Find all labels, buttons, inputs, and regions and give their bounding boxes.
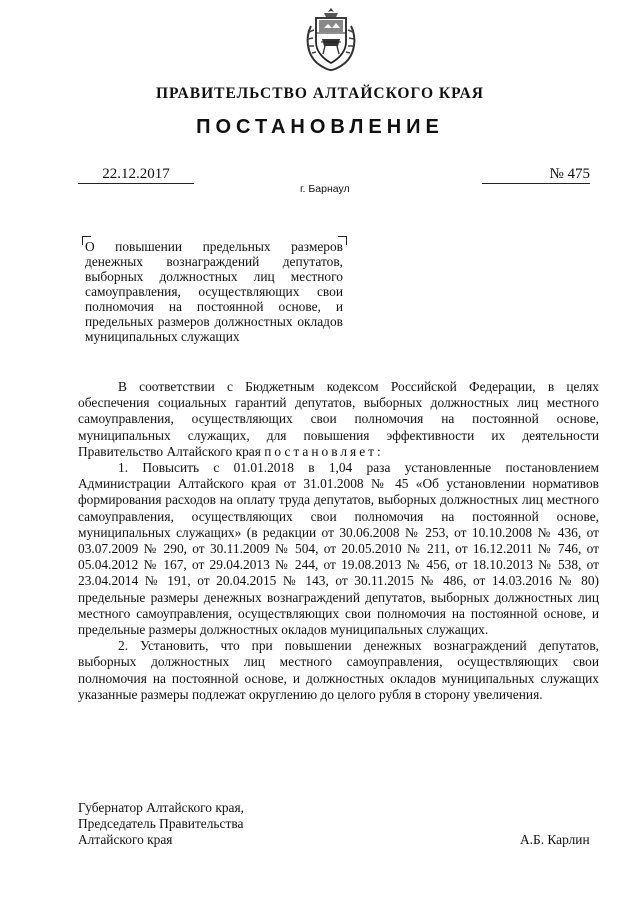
altai-krai-coat-of-arms-icon: [302, 6, 360, 72]
signer-name: А.Б. Карлин: [520, 832, 590, 847]
document-date: 22.12.2017: [78, 166, 194, 184]
signer-title-line-3: Алтайского края: [78, 832, 173, 847]
signer-title-line-2: Председатель Правительства: [78, 816, 244, 831]
decree-word: постановляет:: [264, 443, 384, 459]
signer-title: [78, 800, 244, 848]
signer-title-line-1: Губернатор Алтайского края,: [78, 800, 244, 815]
document-body: [78, 379, 599, 703]
document-type-title: ПОСТАНОВЛЕНИЕ: [196, 116, 444, 138]
document-city: г. Барнаул: [300, 183, 350, 195]
preamble-text: В соответствии с Бюджетным кодексом Российской Федерации, в целях обеспечения социальных гарантий депутатов, выборных должностных лиц местного самоуправления, осуществляющих свои полномочия на постоянной основе, муниципальных служащих, для повышения эффективности их деятельности Правительство Алтайского края: [78, 379, 599, 459]
document-subject: О повышении предельных размеров денежных вознаграждений депутатов, выборных должностных лиц местного самоуправления, осуществляющих свои полномочия на постоянной основе, и предельных размеров должностных окладов муниципальных служащих: [85, 239, 343, 344]
item-1-paragraph: 1. Повысить с 01.01.2018 в 1,04 раза установленные постановлением Администрации Алтайского края от 31.01.2008 № 45 «Об установлении нормативов формирования расходов на оплату труда депутатов, выборных должностных лиц местного самоуправления, осуществляющих свои полномочия на постоянной основе, муниципальных служащих» (в редакции от 30.06.2008 № 253, от 10.10.2008 № 436, от 03.07.2009 № 290, от 30.11.2009 № 504, от 20.05.2010 № 211, от 16.12.2011 № 746, от 05.04.2012 № 167, от 29.04.2013 № 244, от 19.08.2013 № 456, от 18.10.2013 № 538, от 23.04.2014 № 191, от 20.04.2015 № 143, от 30.11.2015 № 486, от 14.03.2016 № 80) предельные размеры денежных вознаграждений депутатов, выборных должностных лиц местного самоуправления, осуществляющих свои полномочия на постоянной основе, и предельные размеры должностных окладов муниципальных служащих.: [78, 460, 599, 638]
item-2-paragraph: 2. Установить, что при повышении денежных вознаграждений депутатов, выборных должностных лиц местного самоуправления, осуществляющих свои полномочия на постоянной основе, и должностных окладов муниципальных служащих указанные размеры подлежат округлению до целого рубля в сторону увеличения.: [78, 638, 599, 702]
preamble-paragraph: [78, 379, 599, 460]
document-number: № 475: [482, 166, 590, 184]
government-name: ПРАВИТЕЛЬСТВО АЛТАЙСКОГО КРАЯ: [156, 85, 484, 102]
